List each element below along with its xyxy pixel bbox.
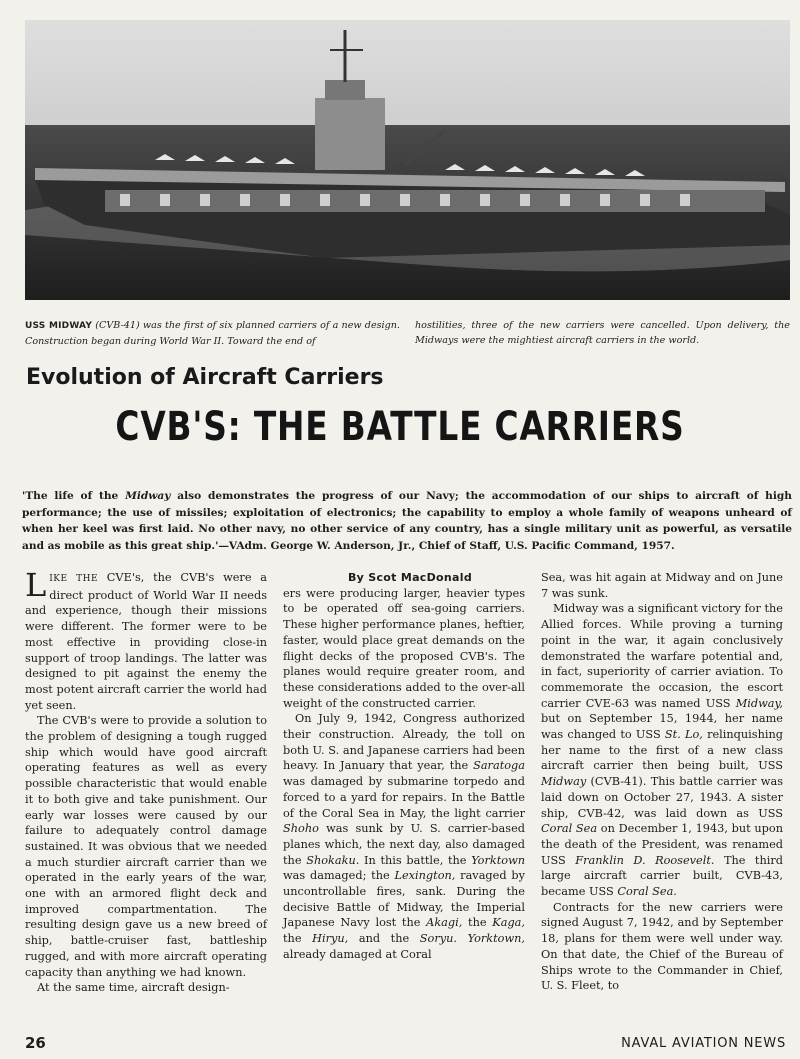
column-2 (283, 570, 525, 963)
paragraph: Sea, was hit again at Midway and on June 7 was sunk. (541, 571, 783, 600)
series-title: Evolution of Aircraft Carriers (26, 365, 384, 390)
paragraph: At the same time, aircraft design- (37, 981, 230, 995)
quote-text-2: also demonstrates the progress of our Navy; the accommodation of our ships to aircraft of high performance; the use of missiles; exploitation of electronics; the capability to employ a whole family of weapons unheard of when her keel was first laid. No other navy, no other service of any country, has a single military unit as powerful, as versatile and as mobile as this great ship.'—VAdm. George W. Anderson, Jr., Chief of Staff, U.S. Pacific Command, 1957. (22, 490, 792, 552)
paragraph: Contracts for the new carriers were signed August 7, 1942, and by September 18, plans for them were well under way. On that date, the Chief of the Bureau of Ships wrote to the Commander in Chief, U. S. Fleet, to (541, 900, 783, 993)
column-3 (541, 570, 783, 994)
uss-midway-photo (25, 20, 790, 300)
photo-caption-right: hostilities, three of the new carriers were cancelled. Upon delivery, the Midways were the mightiest aircraft carriers in the world. (415, 319, 790, 346)
photo-caption-left (25, 318, 400, 349)
epigraph-quote (22, 488, 792, 554)
page-number: 26 (25, 1034, 46, 1052)
paragraph: ers were producing larger, heavier types to be operated off sea-going carriers. These higher performance planes, heftier, faster, would place great demands on the flight decks of the proposed CVB's. The planes would require greater room, and these considerations added to the over-all weight of the constructed carrier. (283, 586, 525, 710)
paragraph (25, 566, 267, 713)
paragraph-text: CVE's, the CVB's were a direct product of World War II needs and experience, though their missions were different. The former were to be most effective in providing close-in support of troop landings. The latter was designed to pit against the enemy the most potent aircraft carrier the world had yet seen. (25, 571, 267, 712)
drop-cap: L (25, 566, 47, 604)
paragraph: Midway was a significant victory for the Allied forces. While proving a turning point in the war, it again conclusively demonstrated the warfare potential and, in fact, superiority of carrier aviation. To commemorate the occasion, the escort carrier CVE-63 was named USS Midway, but on September 15, 1944, her name was changed to USS St. Lo, relinquishing her name to the first of a new class aircraft carrier then being built, USS Midway (CVB-41). This battle carrier was laid down on October 27, 1943. A sister ship, CVB-42, was laid down as USS Coral Sea on December 1, 1943, but upon the death of the President, was renamed USS Franklin D. Roosevelt. The third large aircraft carrier built, CVB-43, became USS Coral Sea. (541, 602, 783, 899)
aircraft-carrier-image (25, 20, 790, 300)
paragraph: The CVB's were to provide a solution to the problem of designing a tough rugged ship which would have good aircraft operating features as well as every possible characteristic that would enable it to both give and take punishment. Our early war losses were caused by our failure to adequately control damage sustained. It was obvious that we needed a much sturdier aircraft carrier than we operated in the early years of the war, one with an armored flight deck and improved compartmentation. The resulting design gave us a new breed of ship, battle-cruiser fast, battleship rugged, and with more aircraft operating capacity than anything we had known. (25, 714, 267, 979)
article-title: CVB'S: THE BATTLE CARRIERS (115, 404, 685, 450)
caption-ship-name: USS MIDWAY (25, 320, 93, 331)
paragraph: On July 9, 1942, Congress authorized their construction. Already, the toll on both U. S. and Japanese carriers had been heavy. In January that year, the Saratoga was damaged by submarine torpedo and forced to a yard for repairs. In the Battle of the Coral Sea in May, the light carrier Shoho was sunk by U. S. carrier-based planes which, the next day, also damaged the Shokaku. In this battle, the Yorktown was damaged; the Lexington, ravaged by uncontrollable fires, sank. During the decisive Battle of Midway, the Imperial Japanese Navy lost the Akagi, the Kaga, the Hiryu, and the Soryu. Yorktown, already damaged at Coral (283, 712, 526, 961)
caption-left-text: (CVB-41) was the first of six planned carriers of a new design. Construction began during World War II. Toward the end of (25, 319, 400, 347)
lead-smallcaps: IKE THE (49, 574, 99, 584)
quote-ship-name: Midway (125, 490, 171, 502)
quote-text-1: 'The life of the (22, 490, 126, 502)
column-1 (25, 566, 267, 996)
byline: By Scot MacDonald (347, 571, 473, 584)
magazine-name: NAVAL AVIATION NEWS (621, 1036, 786, 1051)
